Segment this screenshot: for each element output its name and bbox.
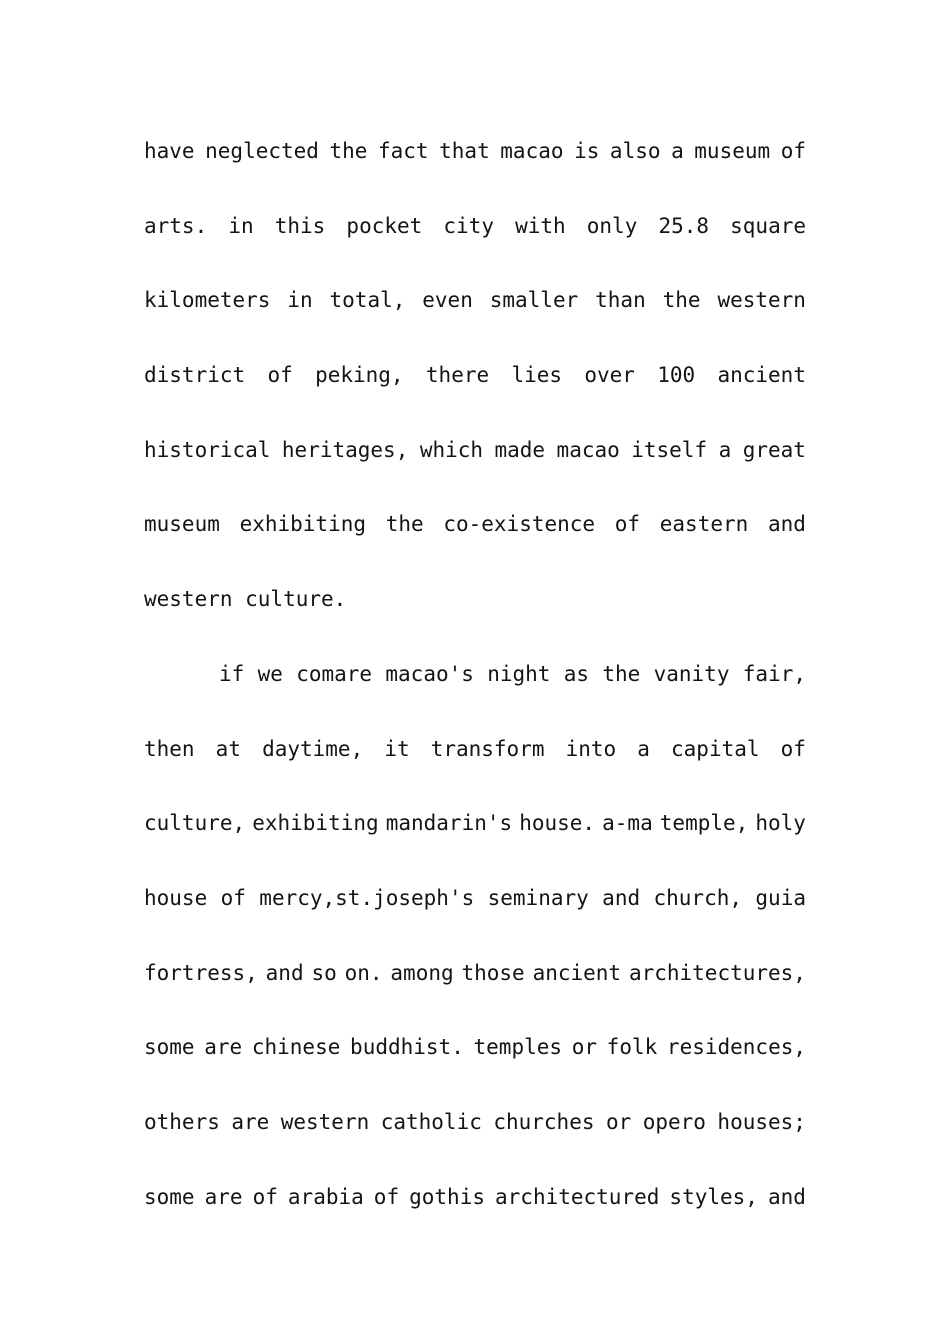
text-word: is <box>574 139 600 163</box>
text-line <box>144 861 806 936</box>
text-word: fact <box>378 139 429 163</box>
text-word: temple, <box>659 811 749 836</box>
text-word: residences, <box>666 1035 806 1060</box>
text-word: some <box>144 1184 195 1209</box>
text-word: than <box>595 288 646 313</box>
text-word: are <box>204 1035 243 1060</box>
text-word: heritages, <box>281 437 409 462</box>
text-word: are <box>231 1109 270 1134</box>
text-word: a <box>718 437 732 462</box>
text-line <box>144 338 806 413</box>
text-line <box>144 1160 806 1235</box>
text-word: 100 <box>657 363 696 388</box>
text-word: with <box>515 213 566 238</box>
text-word: exhibiting <box>239 512 366 537</box>
text-word: some <box>144 1035 195 1060</box>
text-word: 25.8 <box>658 213 710 238</box>
text-line <box>144 487 806 562</box>
text-word: church, <box>653 885 743 910</box>
text-word: house <box>144 885 208 910</box>
text-word: house. <box>519 811 596 836</box>
text-word: comare <box>296 661 373 686</box>
text-word: if <box>219 661 245 686</box>
text-word: and <box>767 1184 806 1209</box>
text-word: night <box>487 661 551 686</box>
text-word: and <box>602 885 641 910</box>
text-word: a <box>637 736 650 761</box>
text-word: gothis <box>409 1184 485 1209</box>
text-word: then <box>144 736 195 761</box>
text-word: which <box>419 437 484 462</box>
text-word: kilometers <box>144 288 271 313</box>
text-word: culture, <box>144 811 246 836</box>
text-word: chinese <box>251 1035 341 1060</box>
text-line <box>144 637 806 712</box>
text-word: western <box>280 1109 370 1134</box>
text-word: temples <box>473 1035 563 1060</box>
text-word: churches <box>493 1109 595 1134</box>
text-word: the <box>662 288 701 313</box>
text-word: mandarin's <box>385 811 513 836</box>
text-word: great <box>742 437 806 462</box>
text-word: historical <box>144 437 271 462</box>
text-word: folk <box>606 1035 658 1060</box>
text-word: capital <box>671 736 760 761</box>
text-line <box>144 189 806 264</box>
text-word: that <box>439 139 490 163</box>
text-word: smaller <box>489 288 579 313</box>
text-word: so <box>311 960 337 985</box>
text-word: there <box>425 363 490 388</box>
text-word: and <box>767 512 806 537</box>
text-word: also <box>609 139 661 163</box>
text-word: even <box>422 288 473 313</box>
text-word: or <box>571 1035 597 1060</box>
text-word: or <box>605 1109 632 1134</box>
text-word: architectures, <box>628 960 806 985</box>
text-word: mercy,st.joseph's <box>259 885 475 910</box>
text-line <box>144 786 806 861</box>
text-word: macao <box>500 139 564 163</box>
text-word: neglected <box>205 139 319 163</box>
text-word: are <box>204 1184 243 1209</box>
text-line <box>144 413 806 488</box>
text-word: houses; <box>717 1109 806 1134</box>
text-word: macao <box>556 437 620 462</box>
text-word: transform <box>430 736 545 761</box>
text-line <box>144 263 806 338</box>
text-word: ancient <box>717 363 806 388</box>
text-word: only <box>586 213 638 238</box>
text-word: western <box>717 288 806 313</box>
text-word: lies <box>511 363 563 388</box>
text-word: those <box>461 960 525 985</box>
text-word: seminary <box>487 885 589 910</box>
text-line <box>144 712 806 787</box>
text-word: architectured <box>495 1184 660 1209</box>
text-word: a-ma <box>602 811 653 836</box>
text-word: of <box>220 885 246 910</box>
text-word: the <box>329 139 368 163</box>
text-word: as <box>563 661 590 686</box>
text-word: arts. <box>144 213 208 238</box>
text-word: in <box>287 288 313 313</box>
text-word: macao's <box>385 661 474 686</box>
text-word: ancient <box>532 960 622 985</box>
text-word: fortress, <box>144 960 258 985</box>
text-line <box>144 114 806 189</box>
text-word: we <box>257 661 283 686</box>
text-word: have <box>144 139 195 163</box>
text-word: in <box>228 213 254 238</box>
body-text <box>144 114 806 1234</box>
text-word: exhibiting <box>252 811 379 836</box>
text-word: district <box>144 363 246 388</box>
text-word: museum <box>144 512 220 537</box>
text-word: square <box>730 213 806 238</box>
text-word: of <box>267 363 293 388</box>
text-word: pocket <box>346 213 423 238</box>
text-word: of <box>780 736 806 761</box>
text-word: buddhist. <box>350 1035 464 1060</box>
text-word: museum <box>694 139 771 163</box>
text-word: over <box>584 363 635 388</box>
text-word: guia <box>755 885 806 910</box>
text-word: opero <box>642 1109 706 1134</box>
text-line <box>144 936 806 1011</box>
text-line <box>144 1010 806 1085</box>
text-word: this <box>274 213 326 238</box>
text-word: co-existence <box>443 512 596 537</box>
text-line-content: western culture. <box>144 587 347 612</box>
text-word: at <box>215 736 241 761</box>
text-word: the <box>385 512 424 537</box>
text-word: itself <box>631 437 708 462</box>
text-word: it <box>384 736 410 761</box>
text-word: made <box>494 437 546 462</box>
text-word: among <box>390 960 454 985</box>
text-line <box>144 1085 806 1160</box>
text-word: of <box>252 1184 278 1209</box>
text-word: vanity <box>653 661 730 686</box>
text-word: of <box>780 139 806 163</box>
text-word: total, <box>329 288 406 313</box>
text-word: daytime, <box>262 736 364 761</box>
text-word: into <box>565 736 617 761</box>
text-word: holy <box>755 811 806 836</box>
text-word: peking, <box>315 363 404 388</box>
text-word: of <box>373 1184 400 1209</box>
text-word: on. <box>344 960 383 985</box>
text-word: fair, <box>742 661 806 686</box>
text-line <box>144 562 806 637</box>
text-word: of <box>614 512 641 537</box>
text-word: and <box>265 960 304 985</box>
text-word: eastern <box>659 512 749 537</box>
text-word: catholic <box>380 1109 482 1134</box>
text-word: others <box>144 1109 220 1134</box>
text-word: the <box>602 661 641 686</box>
text-word: styles, <box>669 1184 758 1209</box>
text-word: arabia <box>287 1184 364 1209</box>
text-word: city <box>443 213 494 238</box>
text-word: a <box>671 139 684 163</box>
